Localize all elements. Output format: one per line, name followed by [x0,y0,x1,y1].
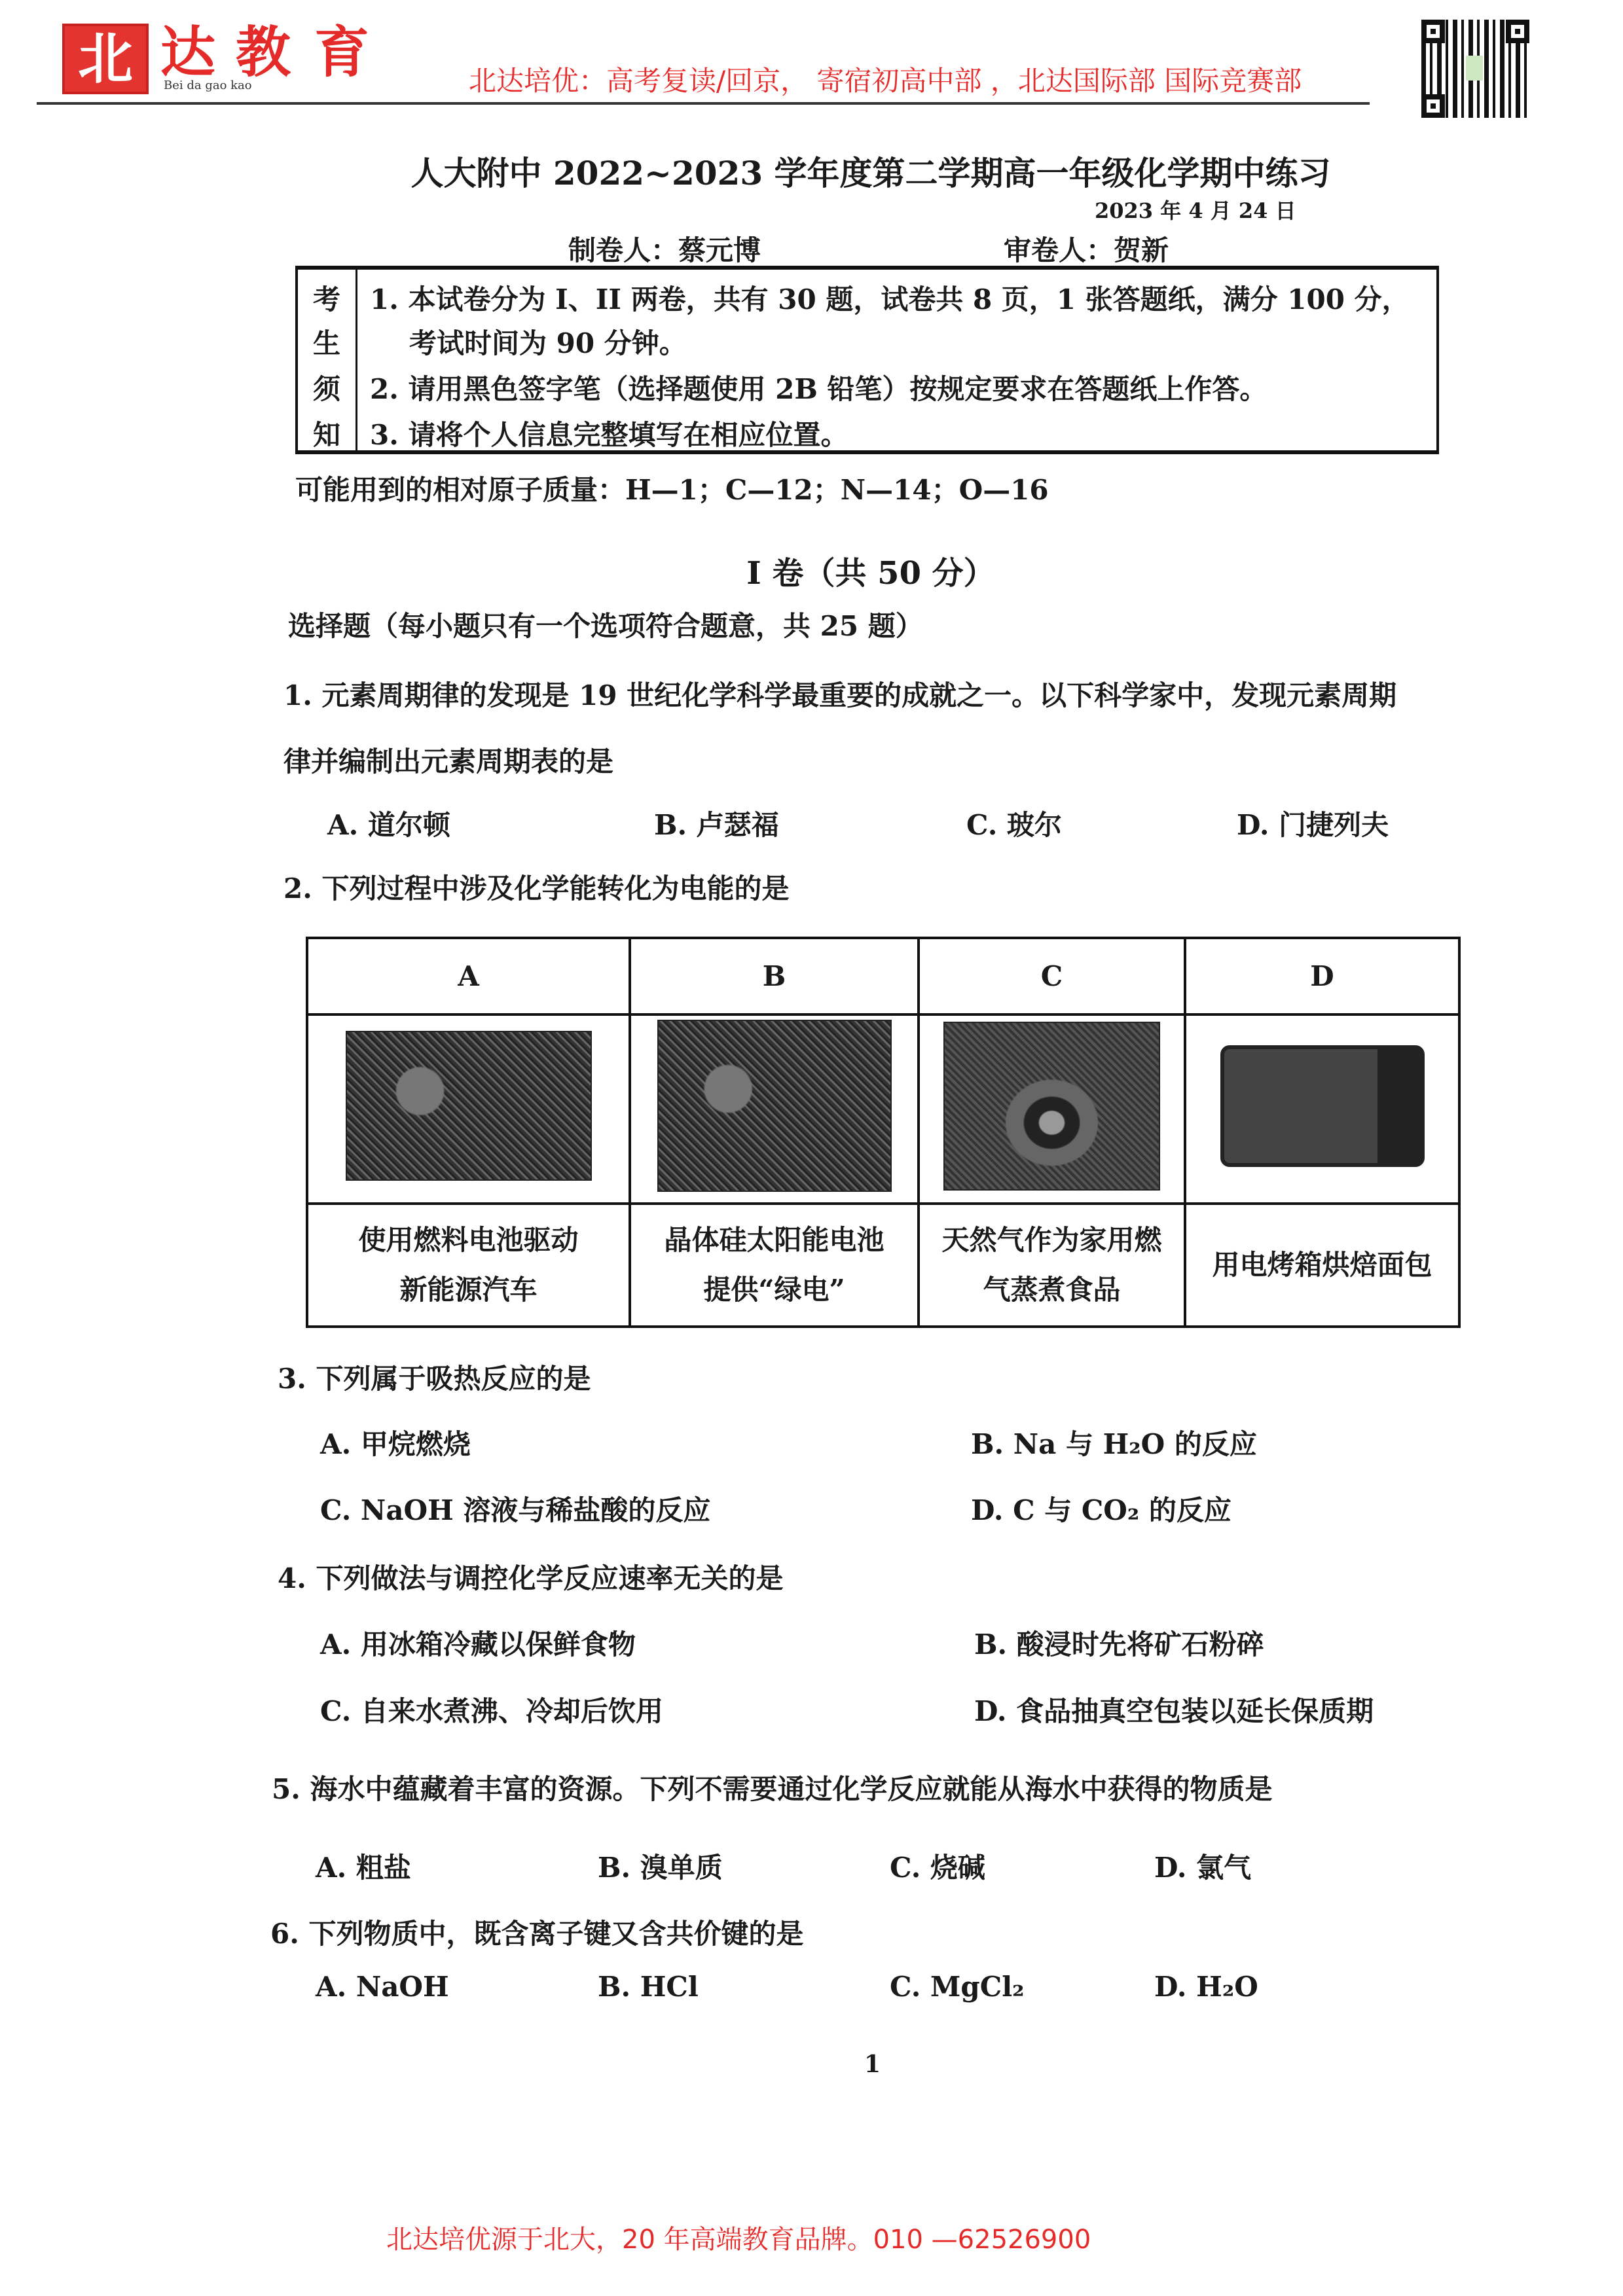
notice-label: 考 [313,283,341,315]
option-a: A. 甲烷燃烧 [320,1428,471,1460]
exam-reviewer: 审卷人：贺新 [1004,234,1169,266]
exam-author: 制卷人：蔡元博 [568,234,761,266]
option-c: C. MgCl₂ [890,1971,1025,2003]
caption-line: 天然气作为家用燃 [941,1224,1162,1257]
logo-text: 育 [314,20,370,84]
atomic-masses: 可能用到的相对原子质量：H—1；C—12；N—14；O—16 [295,474,1049,506]
exam-title: 人大附中 2022~2023 学年度第二学期高一年级化学期中练习 [410,154,1331,192]
option-a: A. 用冰箱冷藏以保鲜食物 [320,1628,636,1660]
caption-line: 使用燃料电池驱动 [358,1224,579,1257]
option-b: B. 溴单质 [598,1852,723,1884]
section-description: 选择题（每小题只有一个选项符合题意，共 25 题） [288,610,923,642]
gas-stove-image [943,1022,1160,1191]
table-cell [630,1014,919,1204]
notice-item: 考试时间为 90 分钟。 [409,327,687,359]
notice-label: 生 [313,327,341,359]
caption-line: 气蒸煮食品 [983,1274,1121,1306]
option-c: C. 烧碱 [890,1852,985,1884]
section-title: I 卷（共 50 分） [746,555,995,592]
question-stem: 2. 下列过程中涉及化学能转化为电能的是 [283,872,790,905]
question-stem: 4. 下列做法与调控化学反应速率无关的是 [278,1562,784,1594]
table-cell [307,1014,630,1204]
option-d: D. 门捷列夫 [1237,809,1389,841]
table-caption [919,1204,1185,1327]
option-d: D. 食品抽真空包装以延长保质期 [974,1695,1374,1727]
notice-label-column [298,270,357,450]
exam-date: 2023 年 4 月 24 日 [1095,198,1296,223]
table-header: B [630,938,919,1014]
table-caption [307,1204,630,1327]
table-header: D [1185,938,1459,1014]
option-c: C. 玻尔 [966,809,1062,841]
option-b: B. 酸浸时先将矿石粉碎 [974,1628,1264,1660]
footer-text: 北达培优源于北大，20 年高端教育品牌。010 —62526900 [386,2225,1091,2255]
caption-line: 新能源汽车 [399,1274,538,1306]
option-d: D. C 与 CO₂ 的反应 [971,1494,1231,1526]
option-c: C. NaOH 溶液与稀盐酸的反应 [320,1494,711,1526]
table-caption [630,1204,919,1327]
notice-item: 3. 请将个人信息完整填写在相应位置。 [370,419,848,451]
option-b: B. 卢瑟福 [654,809,779,841]
caption-line: 提供“绿电” [703,1274,845,1306]
bus-image [346,1031,592,1181]
qr-code [1419,18,1531,120]
option-b: B. Na 与 H₂O 的反应 [971,1428,1257,1460]
notice-item: 1. 本试卷分为 I、II 两卷，共有 30 题，试卷共 8 页，1 张答题纸，满分 100 分， [370,283,1410,315]
table-header: C [919,938,1185,1014]
option-a: A. 道尔顿 [327,809,450,841]
option-a: A. 粗盐 [316,1852,411,1884]
notice-box [295,266,1439,454]
caption-line: 晶体硅太阳能电池 [664,1224,884,1257]
question-stem: 5. 海水中蕴藏着丰富的资源。下列不需要通过化学反应就能从海水中获得的物质是 [272,1773,1273,1805]
notice-label: 须 [313,373,341,405]
table-cell [919,1014,1185,1204]
electric-oven-image [1220,1045,1425,1167]
solar-panel-image [657,1020,892,1192]
options-table [306,937,1461,1328]
logo-text: 达 [160,20,216,84]
caption-line: 用电烤箱烘焙面包 [1212,1249,1432,1282]
table-header: A [307,938,630,1014]
option-a: A. NaOH [316,1971,449,2003]
notice-item: 2. 请用黑色签字笔（选择题使用 2B 铅笔）按规定要求在答题纸上作答。 [370,373,1267,405]
option-d: D. H₂O [1154,1971,1258,2003]
table-cell [1185,1014,1459,1204]
logo-mark: 北 [62,24,149,94]
header-rule [37,102,1370,105]
question-stem: 1. 元素周期律的发现是 19 世纪化学科学最重要的成就之一。以下科学家中，发现元素周期 [283,679,1397,711]
logo-pinyin: Bei da gao kao [164,79,252,92]
page-number: 1 [864,2051,881,2078]
question-stem: 律并编制出元素周期表的是 [283,745,614,778]
notice-label: 知 [313,419,341,451]
logo-text: 教 [236,20,291,84]
option-d: D. 氯气 [1154,1852,1252,1884]
question-stem: 3. 下列属于吸热反应的是 [278,1363,591,1395]
question-stem: 6. 下列物质中，既含离子键又含共价键的是 [270,1918,804,1950]
table-caption [1185,1204,1459,1327]
option-b: B. HCl [598,1971,699,2003]
header-tagline: 北达培优：高考复读/回京， 寄宿初高中部 ，北达国际部 国际竞赛部 [469,65,1302,97]
option-c: C. 自来水煮沸、冷却后饮用 [320,1695,663,1727]
